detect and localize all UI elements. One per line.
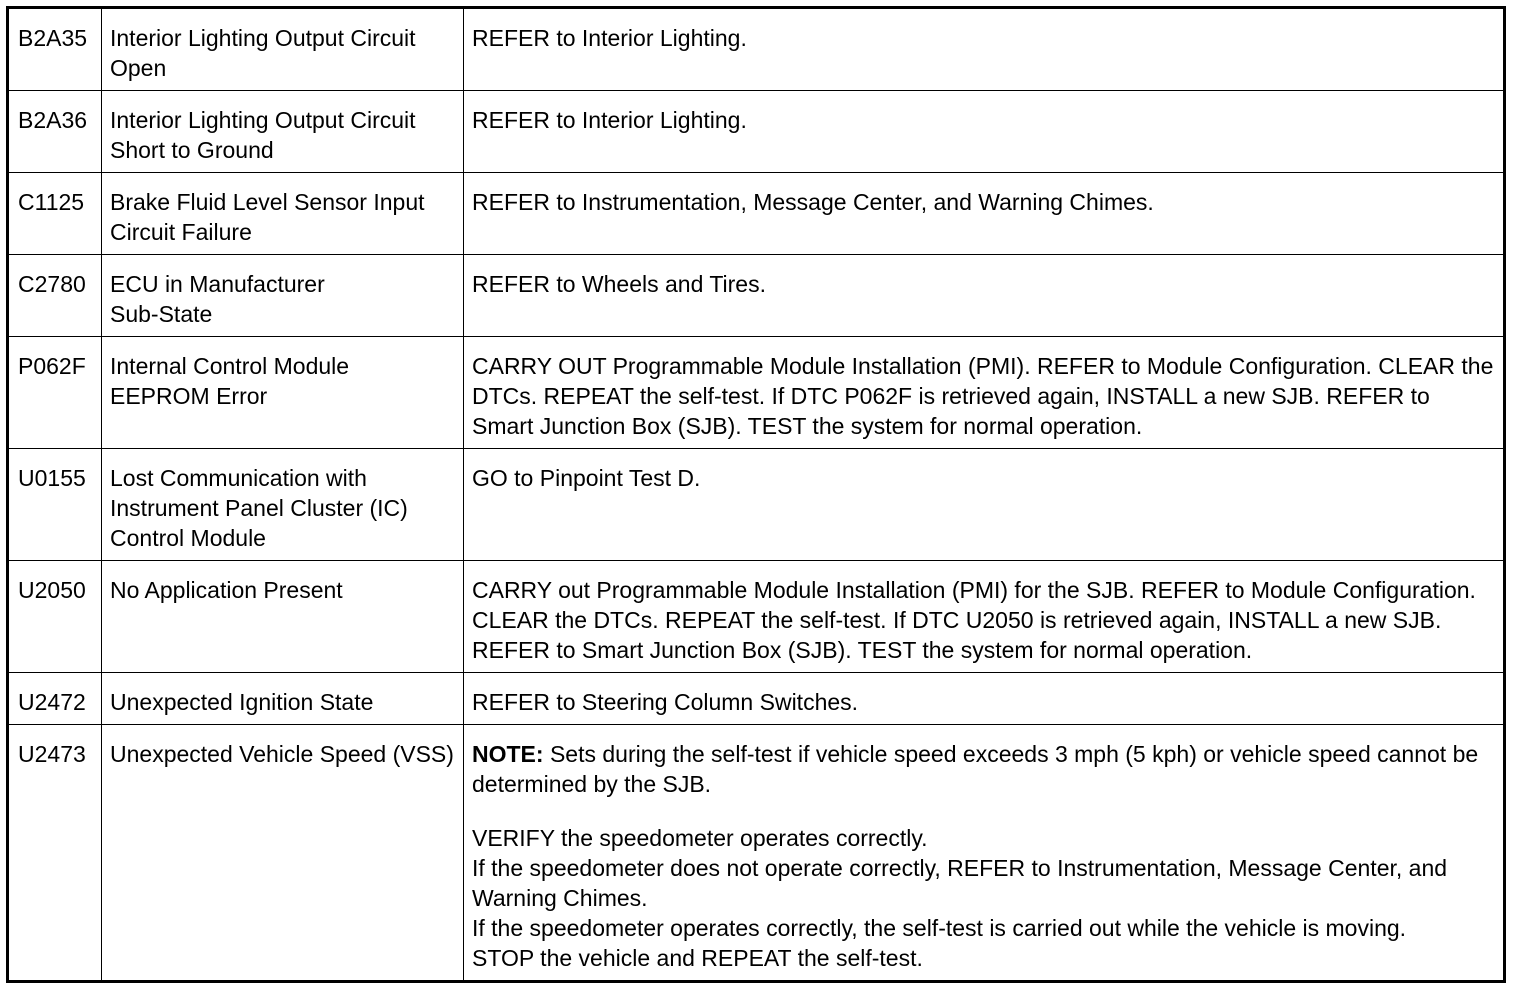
- action-text: REFER to Wheels and Tires.: [472, 271, 766, 297]
- dtc-code: U2472: [8, 673, 102, 725]
- dtc-description: Interior Lighting Output Circuit Short to Ground: [102, 91, 464, 173]
- table-row: [8, 337, 1505, 449]
- dtc-code: C2780: [8, 255, 102, 337]
- dtc-description: [102, 337, 464, 449]
- action-text: REFER to Steering Column Switches.: [472, 689, 859, 715]
- action-text: CARRY OUT Programmable Module Installation (PMI). REFER to Module Configuration. CLEAR the DTCs. REPEAT the self-test. If DTC P062F is retrieved again, INSTALL a new SJB. REFER to Smart Junction Box (SJB). TEST the system for normal operation.: [472, 353, 1494, 439]
- dtc-action: [464, 673, 1505, 725]
- dtc-action: [464, 337, 1505, 449]
- dtc-description: Brake Fluid Level Sensor Input Circuit Failure: [102, 173, 464, 255]
- table-row: [8, 173, 1505, 255]
- dtc-action: [464, 173, 1505, 255]
- dtc-description: Lost Communication with Instrument Panel Cluster (IC) Control Module: [102, 449, 464, 561]
- dtc-code: U2050: [8, 561, 102, 673]
- table-row: [8, 91, 1505, 173]
- dtc-description: [102, 255, 464, 337]
- table-row: [8, 673, 1505, 725]
- table-row: [8, 255, 1505, 337]
- action-text: GO to Pinpoint Test D.: [472, 465, 701, 491]
- description-line: EEPROM Error: [110, 383, 268, 409]
- dtc-action: [464, 91, 1505, 173]
- dtc-code: U2473: [8, 725, 102, 982]
- note-label: NOTE:: [472, 741, 544, 767]
- dtc-code: U0155: [8, 449, 102, 561]
- dtc-table: [6, 6, 1506, 983]
- action-text: REFER to Instrumentation, Message Center, and Warning Chimes.: [472, 189, 1154, 215]
- dtc-description: Interior Lighting Output Circuit Open: [102, 8, 464, 91]
- dtc-code: C1125: [8, 173, 102, 255]
- dtc-code: B2A35: [8, 8, 102, 91]
- dtc-description: No Application Present: [102, 561, 464, 673]
- table-row: [8, 561, 1505, 673]
- action-text: If the speedometer does not operate correctly, REFER to Instrumentation, Message Center, and Warning Chimes.: [472, 855, 1448, 911]
- table-row: [8, 449, 1505, 561]
- action-text: VERIFY the speedometer operates correctly.: [472, 825, 928, 851]
- dtc-description: Unexpected Vehicle Speed (VSS): [102, 725, 464, 982]
- dtc-action: [464, 725, 1505, 982]
- dtc-code: P062F: [8, 337, 102, 449]
- spacer: [472, 799, 1495, 823]
- dtc-action: [464, 449, 1505, 561]
- description-line: Sub-State: [110, 301, 213, 327]
- note: [472, 739, 1495, 799]
- dtc-description: Unexpected Ignition State: [102, 673, 464, 725]
- dtc-action: [464, 561, 1505, 673]
- table-row: [8, 8, 1505, 91]
- description-line: Internal Control Module: [110, 353, 350, 379]
- description-line: ECU in Manufacturer: [110, 271, 325, 297]
- action-text: REFER to Interior Lighting.: [472, 25, 747, 51]
- action-text: STOP the vehicle and REPEAT the self-test.: [472, 945, 923, 971]
- action-text: REFER to Interior Lighting.: [472, 107, 747, 133]
- action-text: If the speedometer operates correctly, the self-test is carried out while the vehicle is moving.: [472, 915, 1407, 941]
- dtc-action: [464, 8, 1505, 91]
- note-text: Sets during the self-test if vehicle speed exceeds 3 mph (5 kph) or vehicle speed cannot be determined by the SJB.: [472, 741, 1479, 797]
- action-text: CARRY out Programmable Module Installation (PMI) for the SJB. REFER to Module Configuration. CLEAR the DTCs. REPEAT the self-test. If DTC U2050 is retrieved again, INSTALL a new SJB. REFER to Smart Junction Box (SJB). TEST the system for normal operation.: [472, 577, 1476, 663]
- dtc-action: [464, 255, 1505, 337]
- table-row: [8, 725, 1505, 982]
- dtc-code: B2A36: [8, 91, 102, 173]
